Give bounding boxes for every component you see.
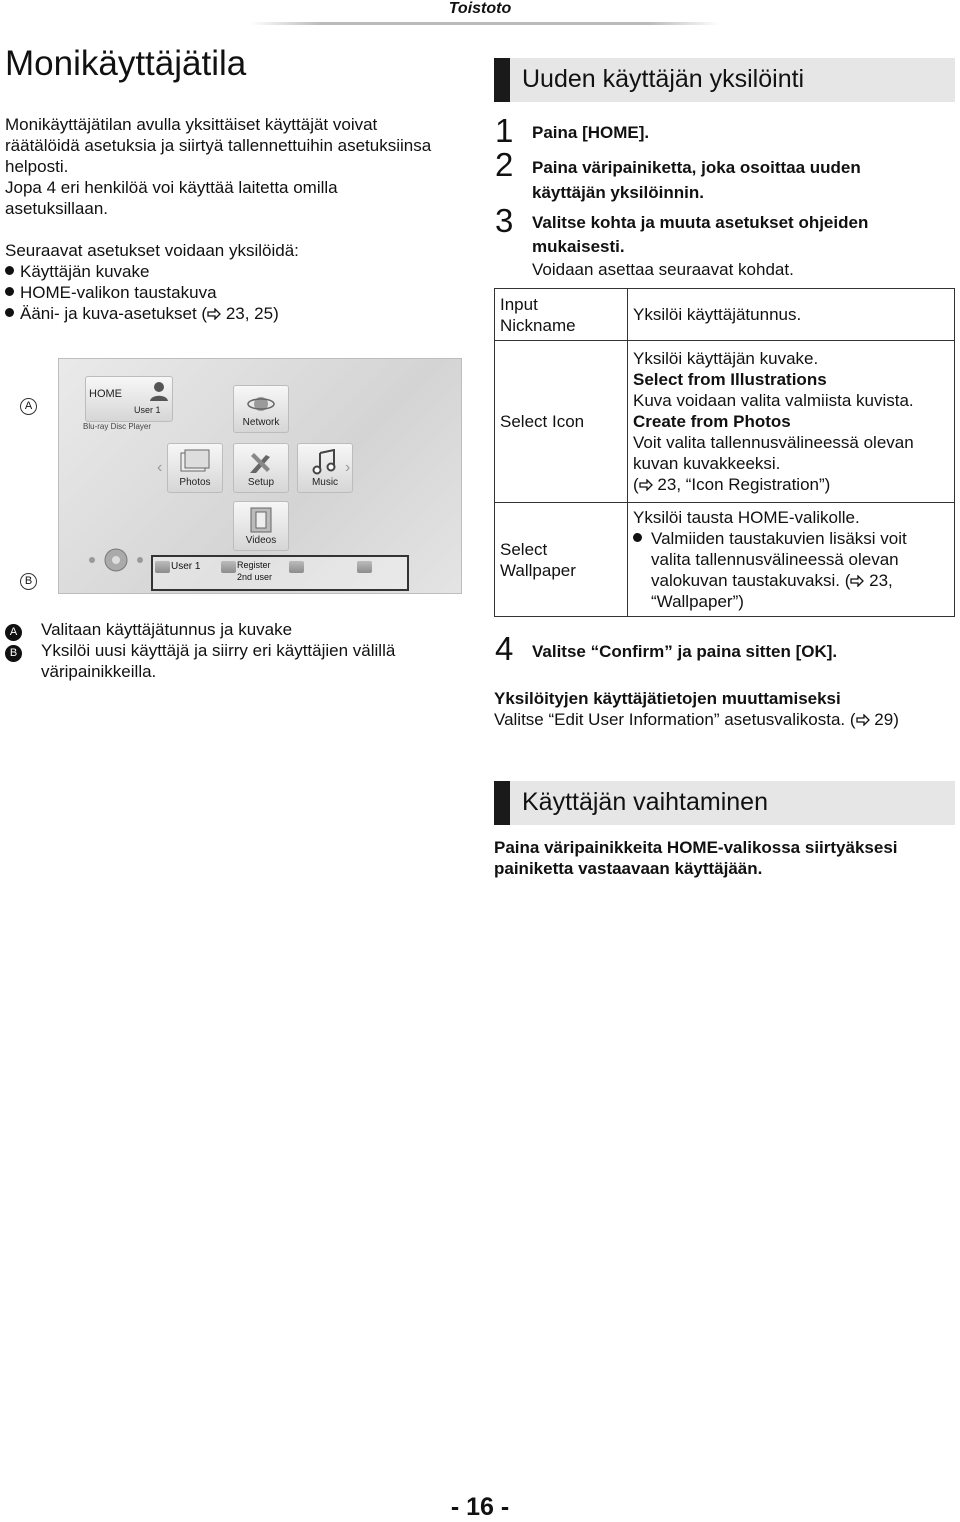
page-title: Monikäyttäjätila	[5, 44, 247, 83]
section-heading-switch-user: Käyttäjän vaihtaminen	[494, 781, 955, 825]
section-heading-new-user: Uuden käyttäjän yksilöinti	[494, 58, 955, 102]
setup-tile[interactable]: Setup	[233, 443, 289, 493]
device-label: Blu-ray Disc Player	[83, 422, 152, 431]
bullet-icon	[633, 533, 642, 542]
home-menu-screenshot	[58, 358, 462, 594]
switch-user-text: Paina väripainikkeita HOME-valikossa siirtyäksesi painiketta vastaavaan käyttäjään.	[494, 838, 898, 878]
arrow-ref-icon	[856, 714, 870, 726]
film-icon	[247, 507, 275, 533]
list-item: Ääni- ja kuva-asetukset ( 23, 25)	[5, 303, 475, 324]
intro-line: asetuksillaan.	[5, 199, 109, 218]
register-label: Register 2nd user	[237, 560, 273, 582]
chevron-left-icon[interactable]: ‹	[157, 459, 163, 476]
heading-bar	[494, 781, 510, 825]
header-rule	[250, 22, 720, 25]
arrow-ref-icon	[639, 479, 653, 491]
legend-b-badge: B	[5, 645, 22, 662]
step-2-text: Paina väripainiketta, joka osoittaa uuden käyttäjän yksilöinnin.	[532, 158, 861, 202]
music-note-icon	[310, 449, 340, 475]
options-table	[494, 288, 955, 617]
settings-list	[5, 240, 475, 324]
remote-dpad-icon	[86, 547, 146, 573]
color-button-icon[interactable]	[357, 561, 372, 573]
intro-line: helposti.	[5, 157, 69, 176]
callout-a-badge: A	[20, 398, 37, 415]
step-number: 1	[495, 112, 514, 149]
list-item: Käyttäjän kuvake	[5, 261, 475, 282]
step-number: 4	[495, 630, 514, 667]
color-button-icon[interactable]	[221, 561, 236, 573]
network-tile[interactable]: Network	[233, 385, 289, 433]
tools-icon	[244, 449, 278, 475]
bullet-icon	[5, 266, 14, 275]
list-intro: Seuraavat asetukset voidaan yksilöidä:	[5, 241, 299, 260]
user-switch-bar	[151, 555, 409, 591]
running-header: Toistoto	[448, 0, 512, 17]
photos-tile[interactable]: Photos	[167, 443, 223, 493]
user-label: User 1	[134, 405, 161, 415]
legend-b-text: Yksilöi uusi käyttäjä ja siirry eri käyttäjien välillä väripainikkeilla.	[41, 641, 396, 681]
color-button-icon[interactable]	[289, 561, 304, 573]
option-key-nickname: Input Nickname	[495, 289, 628, 341]
legend-a-text: Valitaan käyttäjätunnus ja kuvake	[41, 620, 293, 639]
page-number: - 16 -	[450, 1493, 510, 1521]
arrow-ref-icon	[850, 575, 864, 587]
step-number: 3	[495, 202, 514, 239]
option-key-wallpaper: Select Wallpaper	[495, 503, 628, 617]
list-item: HOME-valikon taustakuva	[5, 282, 475, 303]
step-3-note: Voidaan asettaa seuraavat kohdat.	[532, 260, 794, 279]
intro-line: räätälöidä asetuksia ja siirtyä tallennettuihin asetuksiinsa	[5, 136, 432, 155]
legend-a-badge: A	[5, 624, 22, 641]
heading-bar	[494, 58, 510, 102]
option-value-wallpaper: Yksilöi tausta HOME-valikolle. Valmiiden taustakuvien lisäksi voit valita tallennusvälineessä olevan valokuvan taustakuvaksi. ( 23, “Wallpaper”)	[628, 503, 955, 617]
step-1-text: Paina [HOME].	[532, 123, 650, 142]
intro-line: Jopa 4 eri henkilöä voi käyttää laitetta omilla	[5, 178, 338, 197]
photos-icon	[178, 449, 212, 475]
arrow-ref-icon	[207, 308, 221, 320]
bullet-icon	[5, 308, 14, 317]
intro-line: Monikäyttäjätilan avulla yksittäiset käyttäjät voivat	[5, 115, 378, 134]
chevron-right-icon[interactable]: ›	[345, 459, 351, 476]
step-3-text: Valitse kohta ja muuta asetukset ohjeiden mukaisesti.	[532, 213, 869, 256]
intro-paragraph	[5, 114, 475, 219]
edit-info-text: Valitse “Edit User Information” asetusvalikosta. ( 29)	[494, 710, 899, 729]
table-row	[495, 341, 955, 503]
bar-user-label: User 1	[171, 561, 201, 572]
home-user-tile[interactable]	[85, 376, 173, 422]
globe-icon	[247, 391, 275, 417]
music-tile[interactable]: Music	[297, 443, 353, 493]
color-button-icon[interactable]	[155, 561, 170, 573]
step-4-text: Valitse “Confirm” ja paina sitten [OK].	[532, 642, 838, 661]
option-value-nickname: Yksilöi käyttäjätunnus.	[628, 289, 955, 341]
user-avatar-icon	[148, 380, 170, 402]
edit-info-title: Yksilöityjen käyttäjätietojen muuttamiseksi	[494, 689, 841, 708]
home-label: HOME	[89, 388, 122, 400]
videos-tile[interactable]: Videos	[233, 501, 289, 551]
table-row	[495, 503, 955, 617]
option-value-icon: Yksilöi käyttäjän kuvake. Select from Illustrations Kuva voidaan valita valmiista kuvista. Create from Photos Voit valita tallennusvälineessä olevan kuvan kuvakkeeksi. ( 23, “Icon Registration”)	[628, 341, 955, 503]
bullet-icon	[5, 287, 14, 296]
step-number: 2	[495, 146, 514, 183]
option-key-icon: Select Icon	[495, 341, 628, 503]
callout-b-badge: B	[20, 573, 37, 590]
table-row	[495, 289, 955, 341]
